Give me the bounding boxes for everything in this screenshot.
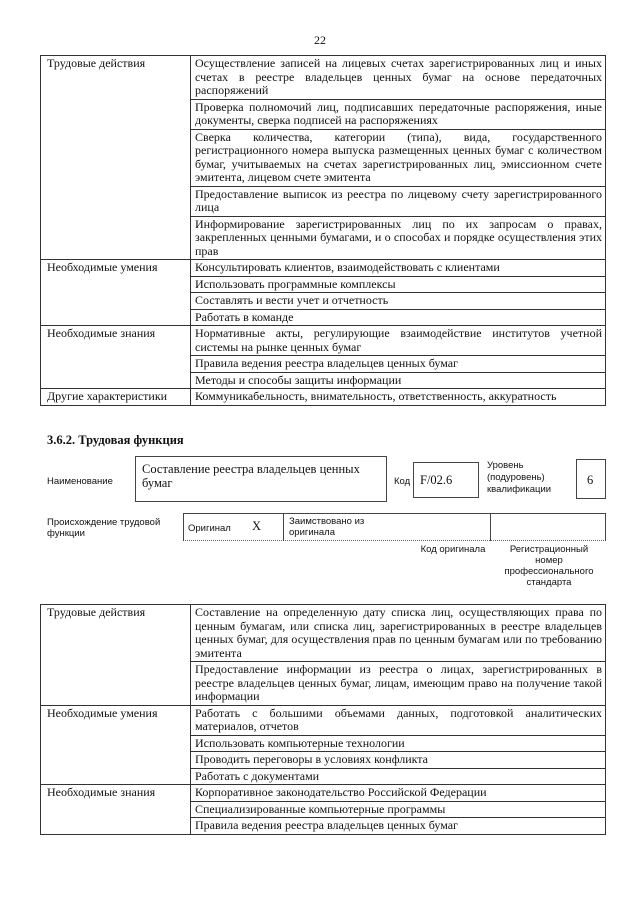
item-cell: Информирование зарегистрированных лиц по их запросам о правах, закрепленных ценными бумагами, и о способах и порядке осуществления этих прав [191,216,606,260]
name-value: Составление реестра владельцев ценных бумаг [142,462,360,490]
borrowed-label: Заимствовано из оригинала [289,516,365,538]
origin-label: Происхождение трудовой функции [47,517,161,539]
item-cell: Проводить переговоры в условиях конфликта [191,752,606,769]
reg-number-label: Регистрационный номер профессионального стандарта [504,544,594,588]
item-cell: Работать с документами [191,768,606,785]
item-cell: Специализированные компьютерные программы [191,801,606,818]
level-value: 6 [587,473,594,487]
table-row [41,705,606,735]
name-label: Наименование [47,476,113,487]
code-value: F/02.6 [420,473,453,487]
item-cell: Нормативные акты, регулирующие взаимодействие институтов учетной системы на рынке ценных бумаг [191,326,606,356]
category-cell: Трудовые действия [41,56,191,260]
item-cell: Осуществление записей на лицевых счетах зарегистрированных лиц и иных счетах в реестре владельцев ценных бумаг на основе передаточных распоряжений [191,56,606,100]
original-label: Оригинал [188,523,231,534]
category-cell: Необходимые знания [41,785,191,835]
labor-actions-table-2 [40,604,606,835]
item-cell: Работать с большими объемами данных, подготовкой аналитических материалов, отчетов [191,705,606,735]
item-cell: Сверка количества, категории (типа), вида, государственного регистрационного номера выпуска размещенных ценных бумаг с количеством бумаг, учитываемых на счетах зарегистрированных лиц, эмиссионном счете эмитента, лицевом счете эмитента [191,129,606,186]
table-row [41,260,606,277]
table-row [41,785,606,802]
category-cell: Трудовые действия [41,605,191,706]
code-label: Код [394,476,411,487]
table-row [41,605,606,662]
table-row [41,326,606,356]
origin-divider [283,513,284,541]
category-cell: Необходимые знания [41,326,191,389]
item-cell: Консультировать клиентов, взаимодействовать с клиентами [191,260,606,277]
item-cell: Использовать программные комплексы [191,276,606,293]
page-number: 22 [314,33,326,47]
item-cell: Составлять и вести учет и отчетность [191,293,606,310]
origin-divider [605,513,606,541]
item-cell: Правила ведения реестра владельцев ценных бумаг [191,818,606,835]
orig-code-label: Код оригинала [420,544,486,555]
item-cell: Коммуникабельность, внимательность, ответственность, аккуратность [191,389,606,406]
table-row [41,389,606,406]
level-label: Уровень (подуровень) квалификации [487,460,552,495]
table-row [41,56,606,100]
item-cell: Корпоративное законодательство Российской Федерации [191,785,606,802]
item-cell: Предоставление выписок из реестра по лицевому счету зарегистрированного лица [191,186,606,216]
original-mark: X [252,519,262,533]
item-cell: Методы и способы защиты информации [191,372,606,389]
origin-divider [490,513,491,541]
item-cell: Использовать компьютерные технологии [191,735,606,752]
category-cell: Другие характеристики [41,389,191,406]
item-cell: Правила ведения реестра владельцев ценных бумаг [191,356,606,373]
labor-actions-table-1 [40,55,606,406]
section-title: 3.6.2. Трудовая функция [47,433,184,447]
item-cell: Составление на определенную дату списка лиц, осуществляющих права по ценным бумагам, или списка лиц, зарегистрированных в реестре владельцев ценных бумаг, для осуществления прав по ценным бумагам или по требованию эмитента [191,605,606,662]
item-cell: Проверка полномочий лиц, подписавших передаточные распоряжения, иные документы, сверка подписей на распоряжениях [191,99,606,129]
category-cell: Необходимые умения [41,260,191,326]
item-cell: Работать в команде [191,309,606,326]
category-cell: Необходимые умения [41,705,191,785]
origin-divider [183,513,184,541]
item-cell: Предоставление информации из реестра о лицах, зарегистрированных в реестре владельцев ценных бумаг, лицам, имеющим право на получение такой информации [191,662,606,706]
